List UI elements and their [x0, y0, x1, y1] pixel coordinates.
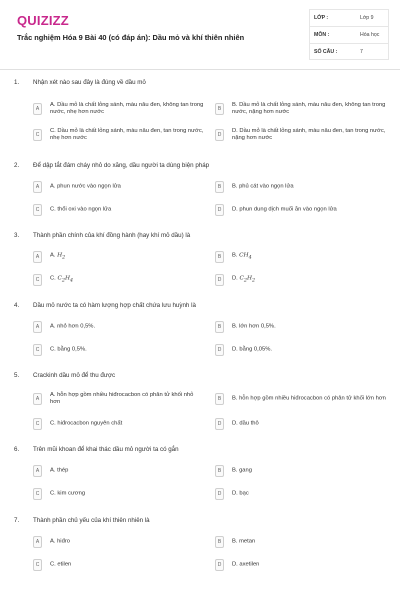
option-text: A. phun nước vào ngọn lửa	[50, 183, 121, 190]
meta-row-subject	[310, 27, 388, 44]
meta-label: LỚP :	[314, 15, 329, 21]
option-a[interactable]	[33, 318, 203, 336]
option-b[interactable]	[215, 248, 385, 266]
option-letter-b: B	[215, 465, 224, 477]
option-letter-b: B	[215, 181, 224, 193]
option-text: C. $C_2H_4$	[50, 275, 74, 284]
option-text: A. Dầu mỏ là chất lỏng sánh, màu nâu đen, không tan trong nước, nhẹ hơn nước	[50, 102, 204, 115]
question-text: Nhận xét nào sau đây là đúng về dầu mỏ	[33, 79, 146, 86]
option-c[interactable]	[33, 415, 203, 433]
option-b[interactable]	[215, 388, 385, 410]
option-letter-b: B	[215, 536, 224, 548]
option-letter-a: A	[33, 393, 42, 405]
question-text: Thành phần chính của khí đồng hành (hay khí mỏ dầu) là	[33, 232, 191, 239]
option-text: A. hiđro	[50, 538, 70, 545]
option-a[interactable]	[33, 462, 203, 480]
option-letter-c: C	[33, 204, 42, 216]
question-text: Để dập tắt đám cháy nhỏ do xăng, dầu người ta dùng biện pháp	[33, 162, 210, 169]
option-text: C. bằng 0,5%.	[50, 346, 87, 353]
question-number: 3.	[14, 232, 20, 239]
question-number: 2.	[14, 162, 20, 169]
option-text: D. Dầu mỏ là chất lỏng sánh, màu nâu đen, tan trong nước, nặng hơn nước	[232, 128, 386, 141]
option-text: B. gang	[232, 467, 252, 474]
option-c[interactable]	[33, 556, 203, 574]
option-text: D. phun dung dịch muối ăn vào ngọn lửa	[232, 206, 337, 213]
option-b[interactable]	[215, 533, 385, 551]
option-d[interactable]	[215, 556, 385, 574]
option-letter-d: D	[215, 129, 224, 141]
question-number: 5.	[14, 372, 20, 379]
meta-row-count	[310, 44, 388, 61]
meta-value: 7	[360, 49, 363, 55]
option-a[interactable]	[33, 533, 203, 551]
option-d[interactable]	[215, 415, 385, 433]
question-number: 1.	[14, 79, 20, 86]
option-letter-c: C	[33, 488, 42, 500]
option-letter-c: C	[33, 344, 42, 356]
meta-label: SỐ CÂU :	[314, 49, 338, 55]
question-text: Crackinh dầu mỏ để thu được	[33, 372, 116, 379]
question-text: Thành phần chủ yếu của khí thiên nhiên là	[33, 517, 150, 524]
option-letter-c: C	[33, 559, 42, 571]
meta-value: Lớp 9	[360, 15, 374, 21]
meta-value: Hóa học	[360, 32, 380, 38]
option-c[interactable]	[33, 271, 203, 289]
question-text: Dầu mỏ nước ta có hàm lượng hợp chất chứa lưu huỳnh là	[33, 302, 196, 309]
option-text: B. Dầu mỏ là chất lỏng sánh, màu nâu đen, không tan trong nước, nặng hơn nước	[232, 102, 386, 115]
option-c[interactable]	[33, 201, 203, 219]
option-text: B. metan	[232, 538, 256, 545]
option-b[interactable]	[215, 178, 385, 196]
option-text: A. hỗn hợp gồm nhiều hiđrocacbon có phân tử khối nhỏ hơn	[50, 392, 194, 405]
option-a[interactable]	[33, 388, 203, 410]
option-text: B. hỗn hợp gồm nhiều hiđrocacbon có phân tử khối lớn hơn	[232, 395, 386, 402]
question-number: 4.	[14, 302, 20, 309]
meta-label: MÔN :	[314, 32, 330, 38]
option-letter-d: D	[215, 488, 224, 500]
meta-row-class	[310, 10, 388, 27]
option-text: B. $CH_4$	[232, 252, 252, 261]
question-number: 6.	[14, 446, 20, 453]
option-text: D. bằng 0,05%.	[232, 346, 272, 353]
option-d[interactable]	[215, 485, 385, 503]
option-text: A. nhỏ hơn 0,5%.	[50, 323, 96, 330]
option-letter-d: D	[215, 274, 224, 286]
option-text: C. hiđrocacbon nguyên chất	[50, 420, 123, 427]
option-a[interactable]	[33, 98, 203, 120]
option-text: C. etilen	[50, 561, 72, 568]
option-d[interactable]	[215, 271, 385, 289]
option-d[interactable]	[215, 124, 385, 146]
option-letter-a: A	[33, 103, 42, 115]
option-c[interactable]	[33, 124, 203, 146]
option-text: D. $C_2H_2$	[232, 275, 256, 284]
option-b[interactable]	[215, 318, 385, 336]
question-number: 7.	[14, 517, 20, 524]
option-letter-a: A	[33, 181, 42, 193]
option-text: D. bạc	[232, 490, 249, 497]
option-letter-d: D	[215, 559, 224, 571]
option-letter-c: C	[33, 129, 42, 141]
worksheet-meta-box	[309, 9, 389, 60]
option-letter-a: A	[33, 251, 42, 263]
question-text: Trên mũi khoan để khai thác dầu mỏ người ta có gắn	[33, 446, 179, 453]
option-a[interactable]	[33, 248, 203, 266]
option-letter-c: C	[33, 274, 42, 286]
option-text: A. thép	[50, 467, 69, 474]
option-text: C. kim cương	[50, 490, 86, 497]
option-text: C. Dầu mỏ là chất lỏng sánh, màu nâu đen, tan trong nước, nhẹ hơn nước	[50, 128, 204, 141]
worksheet-header	[0, 0, 400, 70]
quizizz-logo[interactable]: QUIZIZZ	[17, 13, 69, 28]
option-letter-d: D	[215, 344, 224, 356]
option-letter-d: D	[215, 204, 224, 216]
option-a[interactable]	[33, 178, 203, 196]
option-letter-b: B	[215, 321, 224, 333]
option-letter-b: B	[215, 393, 224, 405]
option-letter-c: C	[33, 418, 42, 430]
option-d[interactable]	[215, 201, 385, 219]
option-text: B. lớn hơn 0,5%.	[232, 323, 276, 330]
option-c[interactable]	[33, 341, 203, 359]
option-text: D. dầu thô	[232, 420, 259, 427]
option-b[interactable]	[215, 98, 385, 120]
option-letter-a: A	[33, 536, 42, 548]
option-letter-b: B	[215, 103, 224, 115]
option-text: B. phủ cát vào ngọn lửa	[232, 183, 294, 190]
option-letter-a: A	[33, 321, 42, 333]
option-c[interactable]	[33, 485, 203, 503]
option-letter-a: A	[33, 465, 42, 477]
option-letter-d: D	[215, 418, 224, 430]
option-text: D. axetilen	[232, 561, 260, 568]
worksheet-title: Trắc nghiệm Hóa 9 Bài 40 (có đáp án): Dầu mỏ và khí thiên nhiên	[17, 33, 245, 42]
option-text: A. $H_2$	[50, 252, 66, 261]
option-text: C. thổi oxi vào ngọn lửa	[50, 206, 112, 213]
option-d[interactable]	[215, 341, 385, 359]
option-letter-b: B	[215, 251, 224, 263]
option-b[interactable]	[215, 462, 385, 480]
